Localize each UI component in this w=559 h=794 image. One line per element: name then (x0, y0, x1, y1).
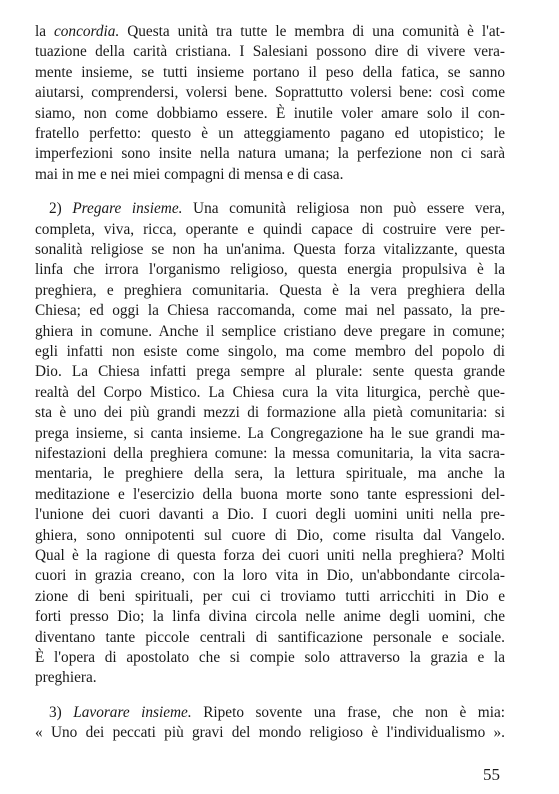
text-segment: prega insieme, si canta insieme. La Congregazione ha le sue grandi ma- (35, 425, 505, 442)
text-line (35, 648, 505, 668)
text-segment: realtà del Corpo Mistico. La Chiesa cura la vita liturgica, perchè que- (35, 384, 505, 401)
text-segment: sonalità religiose se non ha un'anima. Questa forza vitalizzante, questa (35, 241, 505, 258)
text-line (35, 566, 505, 586)
text-line (35, 505, 505, 525)
text-segment: zione di beni spirituali, per cui ci troviamo tutti arricchiti in Dio e (35, 588, 505, 605)
page-number: 55 (483, 765, 500, 784)
text-segment: ghiera in comune. Anche il semplice cristiano deve pregare in comune; (35, 323, 505, 340)
text-segment: ghiera, sono onnipotenti sul cuore di Dio, come risulta dal Vangelo. (35, 527, 505, 544)
text-line (35, 83, 505, 103)
text-segment: linfa che irrora l'organismo religioso, questa energia propulsiva è la (35, 261, 505, 278)
text-line (35, 587, 505, 607)
text-line (35, 444, 505, 464)
text-segment: Questa unità tra tutte le membra di una comunità è l'at- (119, 23, 505, 40)
text-segment: Qual è la ragione di questa forza dei cuori uniti nella preghiera? Molti (35, 547, 505, 564)
text-line (35, 546, 505, 566)
text-segment: mente insieme, se tutti insieme portano il peso della fatica, se sanno (35, 64, 505, 81)
text-segment: imperfezioni sono insite nella natura umana; la perfezione non ci sarà (35, 145, 505, 162)
text-line (35, 301, 505, 321)
italic-heading: concordia. (53, 23, 120, 40)
text-segment: la (35, 23, 54, 40)
text-segment: preghiera, e preghiera comunitaria. Questa è la vera preghiera della (35, 282, 505, 299)
text-segment: 2) (49, 200, 73, 217)
text-line (35, 104, 505, 124)
text-segment: completa, viva, ricca, operante e quindi capace di costruire vere per- (35, 221, 505, 238)
text-line (35, 383, 505, 403)
text-segment: egli infatti non esiste come singolo, ma come membro del popolo di (35, 343, 505, 360)
text-line (35, 607, 505, 627)
italic-heading: Lavorare insieme. (73, 704, 192, 721)
text-segment: tuazione della carità cristiana. I Salesiani possono dire di vivere vera- (35, 43, 505, 60)
text-line (35, 124, 505, 144)
text-line (35, 240, 505, 260)
text-segment: preghiera. (35, 669, 97, 686)
text-line (35, 42, 505, 62)
text-line (35, 322, 505, 342)
text-segment: Chiesa; ed oggi la Chiesa raccomanda, come mai nel passato, la pre- (35, 302, 505, 319)
text-segment: forti presso Dio; la linfa divina circola nelle anime degli uomini, che (35, 608, 505, 625)
text-line (35, 165, 505, 185)
text-line (35, 668, 505, 688)
text-line (35, 362, 505, 382)
text-segment: « Uno dei peccati più gravi del mondo religioso è l'individualismo ». (35, 724, 505, 741)
text-segment: meditazione e l'esercizio della buona morte sono tante espressioni del- (35, 486, 505, 503)
text-segment: Dio. La Chiesa infatti prega sempre al plurale: sente questa grande (35, 363, 505, 380)
text-segment: aiutarsi, comprendersi, volersi bene. Soprattutto volersi bene: così come (35, 84, 505, 101)
text-segment: 3) (49, 704, 74, 721)
text-line (35, 63, 505, 83)
text-line (35, 281, 505, 301)
text-segment: È l'opera di apostolato che si compie solo attraverso la grazia e la (35, 649, 505, 666)
text-segment: sta è uno dei più grandi mezzi di formazione alla pietà comunitaria: si (35, 404, 505, 421)
text-line (35, 628, 505, 648)
text-segment: Ripeto sovente una frase, che non è mia: (191, 704, 505, 721)
text-segment: l'unione dei cuori davanti a Dio. I cuori degli uomini uniti nella pre- (35, 506, 505, 523)
text-line (35, 403, 505, 423)
text-segment: mentaria, le preghiere della sera, la lettura spirituale, ma anche la (35, 465, 505, 482)
text-line (35, 342, 505, 362)
text-line (35, 464, 505, 484)
text-segment: nifestazioni della preghiera comune: la messa comunitaria, la vita sacra- (35, 445, 505, 462)
text-line (49, 199, 505, 219)
text-line (35, 144, 505, 164)
text-line (35, 260, 505, 280)
text-segment: cuori in grazia creano, con la loro vita in Dio, un'abbondante circola- (35, 567, 505, 584)
text-line (35, 424, 505, 444)
text-line (35, 723, 505, 743)
text-segment: mai in me e nei miei compagni di mensa e di casa. (35, 166, 344, 183)
text-segment: fratello perfetto: questo è un atteggiamento pagano ed utopistico; le (35, 125, 505, 142)
text-line (35, 485, 505, 505)
text-line (35, 22, 505, 42)
italic-heading: Pregare insieme. (72, 200, 183, 217)
text-segment: siamo, non come dobbiamo essere. È inutile voler amare solo il con- (35, 105, 505, 122)
text-segment: diventano tante piccole centrali di santificazione personale e sociale. (35, 629, 505, 646)
text-segment: Una comunità religiosa non può essere vera, (182, 200, 505, 217)
text-line (35, 220, 505, 240)
text-line (35, 526, 505, 546)
text-line (49, 703, 505, 723)
